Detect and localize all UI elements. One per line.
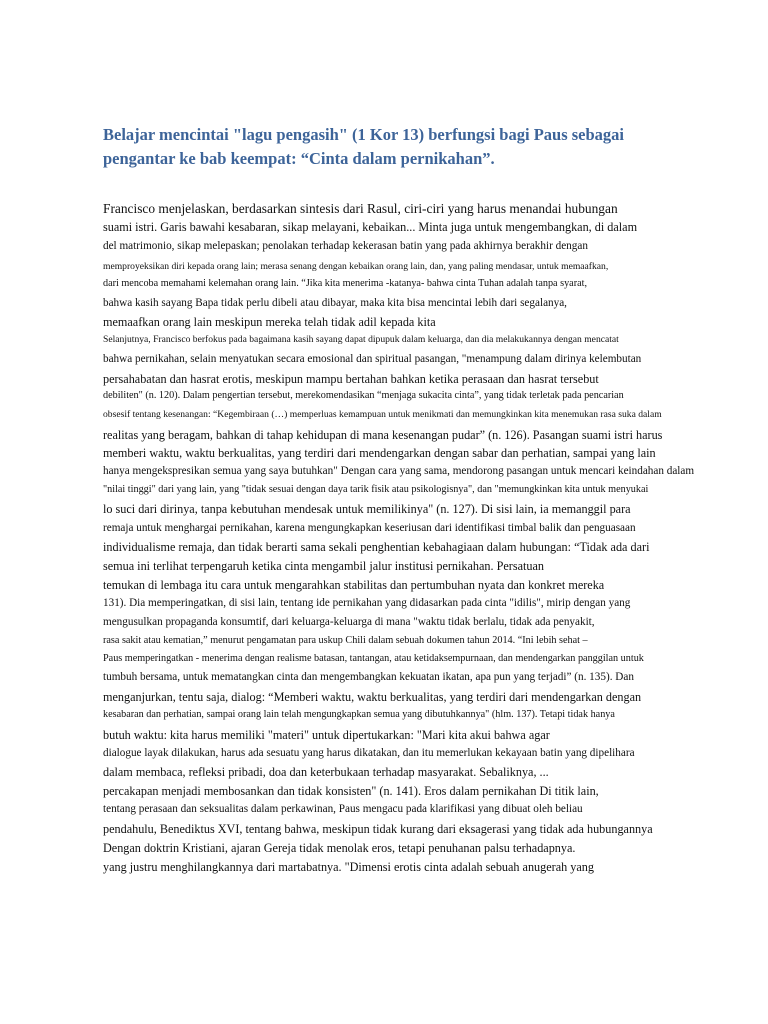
text-line: 131). Dia memperingatkan, di sisi lain, tentang ide pernikahan yang didasarkan pada cinta "idilis", mirip dengan yang xyxy=(103,597,631,609)
text-line: kesabaran dan perhatian, sampai orang lain telah mengungkapkan semua yang dibutuhkannya" (hlm. 137). Tetapi tidak hanya xyxy=(103,709,615,720)
text-line: remaja untuk menghargai pernikahan, karena mengungkapkan keseriusan dari identifikasi timbal balik dan penguasaan xyxy=(103,522,636,534)
text-line: memberi waktu, waktu berkualitas, yang terdiri dari mendengarkan dengan sabar dan perhatian, sampai yang lain xyxy=(103,446,656,460)
text-line: realitas yang beragam, bahkan di tahap kehidupan di mana kesenangan pudar” (n. 126). Pasangan suami istri harus xyxy=(103,428,663,442)
text-line: obsesif tentang kesenangan: “Kegembiraan (…) memperluas kemampuan untuk menikmati dan memungkinkan kita menemukan rasa suka dalam xyxy=(103,409,662,420)
text-line: persahabatan dan hasrat erotis, meskipun mampu bertahan bahkan ketika perasaan dan hasrat tersebut xyxy=(103,372,599,386)
text-line: yang justru menghilangkannya dari martabatnya. "Dimensi erotis cinta adalah sebuah anugerah yang xyxy=(103,860,594,874)
text-line: percakapan menjadi membosankan dan tidak konsisten" (n. 141). Eros dalam pernikahan Di titik lain, xyxy=(103,784,599,798)
text-line: pendahulu, Benediktus XVI, tentang bahwa, meskipun tidak kurang dari eksagerasi yang tidak ada hubungannya xyxy=(103,822,653,836)
text-line: dialogue layak dilakukan, harus ada sesuatu yang harus dikatakan, dan itu memerlukan kekayaan batin yang dipelihara xyxy=(103,747,635,759)
text-line: lo suci dari dirinya, tanpa kebutuhan mendesak untuk memilikinya" (n. 127). Di sisi lain, ia memanggil para xyxy=(103,502,631,516)
heading-line: pengantar ke bab keempat: “Cinta dalam pernikahan”. xyxy=(103,149,495,168)
text-line: mengusulkan propaganda konsumtif, dari keluarga-keluarga di mana "waktu tidak berlalu, tidak ada penyakit, xyxy=(103,616,595,628)
text-line: menganjurkan, tentu saja, dialog: “Memberi waktu, waktu berkualitas, yang terdiri dari mendengarkan dengan xyxy=(103,690,642,704)
text-line: rasa sakit atau kematian,” menurut pengamatan para uskup Chili dalam sebuah dokumen tahun 2014. “Ini lebih sehat – xyxy=(103,635,588,646)
text-line: hanya mengekspresikan semua yang saya butuhkan" Dengan cara yang sama, mendorong pasangan untuk mencari keindahan dalam xyxy=(103,465,695,477)
text-line: tentang perasaan dan seksualitas dalam perkawinan, Paus mengacu pada klarifikasi yang dibuat oleh beliau xyxy=(103,803,583,815)
text-line: del matrimonio, sikap melepaskan; penolakan terhadap kekerasan batin yang pada akhirnya berakhir dengan xyxy=(103,240,588,252)
text-line: memproyeksikan diri kepada orang lain; merasa senang dengan kebaikan orang lain, dan, yang paling mendasar, untuk memaafkan, xyxy=(103,261,609,272)
text-line: temukan di lembaga itu cara untuk mengarahkan stabilitas dan pertumbuhan nyata dan konkret mereka xyxy=(103,578,605,592)
text-line: Francisco menjelaskan, berdasarkan sintesis dari Rasul, ciri-ciri yang harus menandai hubungan xyxy=(103,201,618,216)
text-line: bahwa kasih sayang Bapa tidak perlu dibeli atau dibayar, maka kita bisa mencintai lebih dari segalanya, xyxy=(103,297,567,309)
text-line: butuh waktu: kita harus memiliki "materi" untuk dipertukarkan: "Mari kita akui bahwa agar xyxy=(103,728,550,742)
text-line: dari mencoba memahami kelemahan orang lain. “Jika kita menerima -katanya- bahwa cinta Tuhan adalah tanpa syarat, xyxy=(103,278,588,289)
text-line: tumbuh bersama, untuk mematangkan cinta dan mengembangkan kekuatan ikatan, apa pun yang terjadi” (n. 135). Dan xyxy=(103,671,634,683)
text-line: "nilai tinggi" dari yang lain, yang "tidak sesuai dengan daya tarik fisik atau psikologisnya", dan "memungkinkan kita untuk menyukai xyxy=(103,484,649,495)
text-line: Selanjutnya, Francisco berfokus pada bagaimana kasih sayang dapat dipupuk dalam keluarga, dan dia melakukannya dengan mencatat xyxy=(103,334,619,345)
text-line: memaafkan orang lain meskipun mereka telah tidak adil kepada kita xyxy=(103,315,436,329)
heading-line: Belajar mencintai "lagu pengasih" (1 Kor 13) berfungsi bagi Paus sebagai xyxy=(103,125,624,144)
text-line: debiliten" (n. 120). Dalam pengertian tersebut, merekomendasikan “menjaga sukacita cinta”, yang tidak terletak pada pencarian xyxy=(103,390,624,401)
text-line: Dengan doktrin Kristiani, ajaran Gereja tidak menolak eros, tetapi penuhanan palsu terhadapnya. xyxy=(103,841,576,855)
text-line: semua ini terlihat terpengaruh ketika cinta mengambil jalur institusi pernikahan. Persatuan xyxy=(103,559,544,573)
text-line: bahwa pernikahan, selain menyatukan secara emosional dan spiritual pasangan, "menampung dalam dirinya kelembutan xyxy=(103,353,642,365)
text-line: Paus memperingatkan - menerima dengan realisme batasan, tantangan, atau ketidaksempurnaan, dan mendengarkan panggilan untuk xyxy=(103,653,644,664)
text-line: individualisme remaja, dan tidak berarti sama sekali penghentian kebahagiaan dalam hubungan: “Tidak ada dari xyxy=(103,540,650,554)
text-line: dalam membaca, refleksi pribadi, doa dan keterbukaan terhadap masyarakat. Sebaliknya, ... xyxy=(103,765,549,779)
text-line: suami istri. Garis bawahi kesabaran, sikap melayani, kebaikan... Minta juga untuk mengembangkan, di dalam xyxy=(103,220,638,234)
